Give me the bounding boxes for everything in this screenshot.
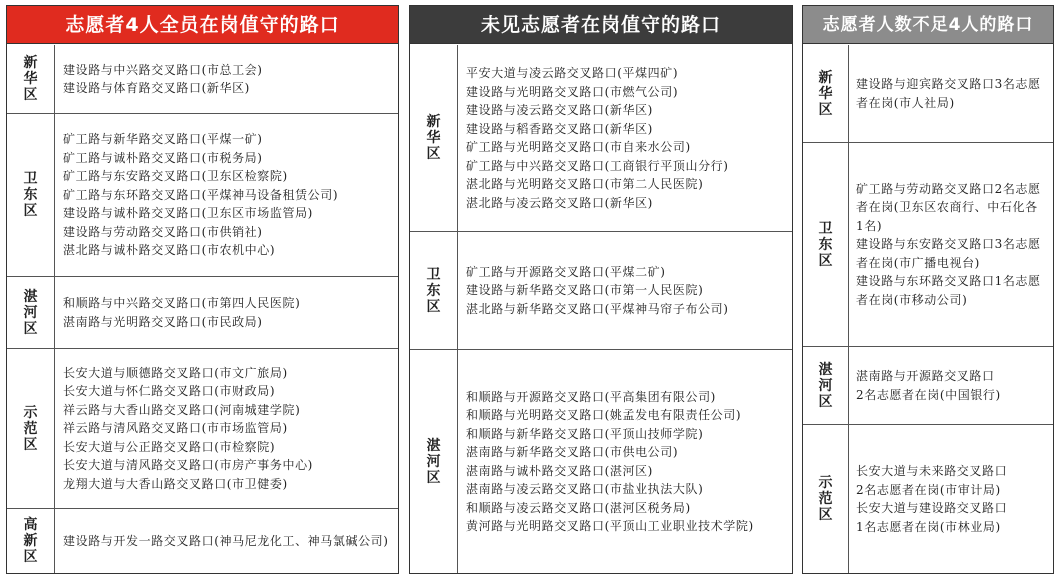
list-item: 矿工路与开源路交叉路口(平煤二矿) xyxy=(466,264,666,279)
entry-list xyxy=(856,45,1045,142)
section-weidong xyxy=(7,113,398,276)
list-item: 矿工路与新华路交叉路口(平煤一矿) xyxy=(63,132,263,147)
list-item: 建设路与中兴路交叉路口(市总工会) xyxy=(63,62,263,77)
list-item: 湛南路与开源路交叉路口 xyxy=(856,369,995,383)
entry-list xyxy=(856,347,1045,424)
list-item: 建设路与劳动路交叉路口(市供销社) xyxy=(63,224,263,239)
entry-list xyxy=(63,509,390,573)
district-label: 示范区 xyxy=(803,425,849,573)
district-label: 新华区 xyxy=(803,45,849,142)
list-item: 和顺路与开源路交叉路口(平高集团有限公司) xyxy=(466,389,716,404)
list-item: 湛北路与新华路交叉路口(平煤神马帘子布公司) xyxy=(466,301,729,316)
section-xinhua xyxy=(7,45,398,113)
list-item: 矿工路与诚朴路交叉路口(市税务局) xyxy=(63,150,263,165)
section-xinhua xyxy=(410,45,792,231)
list-item: 祥云路与清风路交叉路口(市市场监管局) xyxy=(63,421,288,436)
section-zhanhe xyxy=(803,346,1053,424)
section-shifan xyxy=(803,424,1053,573)
list-item: 和顺路与新华路交叉路口(平顶山技师学院) xyxy=(466,426,704,441)
entry-list xyxy=(63,277,390,348)
list-item: 龙翔大道与大香山路交叉路口(市卫健委) xyxy=(63,476,288,491)
district-label: 湛河区 xyxy=(410,350,458,573)
list-item: 长安大道与清风路交叉路口(市房产事务中心) xyxy=(63,458,313,473)
list-item: 和顺路与中兴路交叉路口(市第四人民医院) xyxy=(63,296,301,310)
panel-no-volunteers xyxy=(409,5,793,574)
district-label: 湛河区 xyxy=(803,347,849,424)
entry-list xyxy=(466,350,784,573)
list-item: 矿工路与东安路交叉路口(卫东区检察院) xyxy=(63,169,288,184)
panel-under-staffed xyxy=(802,5,1054,574)
list-item: 湛南路与诚朴路交叉路口(湛河区) xyxy=(466,463,653,478)
entry-list xyxy=(856,143,1045,346)
section-gaoxin xyxy=(7,508,398,573)
panel-title: 志愿者人数不足4人的路口 xyxy=(803,6,1053,44)
panel-all-on-duty xyxy=(6,5,399,574)
list-item: 建设路与东环路交叉路口1名志愿者在岗(市移动公司) xyxy=(856,274,1041,307)
district-label: 新华区 xyxy=(410,45,458,231)
entry-list xyxy=(466,232,784,349)
section-zhanhe xyxy=(410,349,792,573)
list-item: 建设路与体育路交叉路口(新华区) xyxy=(63,81,250,95)
list-item: 建设路与光明路交叉路口(市燃气公司) xyxy=(466,84,679,99)
list-item: 湛北路与诚朴路交叉路口(市农机中心) xyxy=(63,243,276,258)
district-label: 新华区 xyxy=(7,45,55,113)
panel-title: 未见志愿者在岗值守的路口 xyxy=(410,6,792,44)
list-item: 2名志愿者在岗(市审计局) xyxy=(856,482,1001,497)
section-weidong xyxy=(410,231,792,349)
section-shifan xyxy=(7,348,398,508)
list-item: 长安大道与未来路交叉路口 xyxy=(856,464,1008,478)
list-item: 建设路与东安路交叉路口3名志愿者在岗(市广播电视台) xyxy=(856,237,1041,270)
list-item: 建设路与迎宾路交叉路口3名志愿者在岗(市人社局) xyxy=(856,77,1041,110)
list-item: 长安大道与顺德路交叉路口(市文广旅局) xyxy=(63,365,288,380)
list-item: 湛北路与凌云路交叉路口(新华区) xyxy=(466,195,653,210)
list-item: 长安大道与建设路交叉路口 xyxy=(856,501,1008,515)
district-label: 卫东区 xyxy=(7,114,55,276)
list-item: 湛南路与光明路交叉路口(市民政局) xyxy=(63,314,263,329)
list-item: 矿工路与东环路交叉路口(平煤神马设备租赁公司) xyxy=(63,187,339,202)
list-item: 建设路与开发一路交叉路口(神马尼龙化工、神马氯碱公司) xyxy=(63,533,389,548)
panel-title: 志愿者4人全员在岗值守的路口 xyxy=(7,6,398,44)
list-item: 湛南路与凌云路交叉路口(市盐业执法大队) xyxy=(466,482,704,496)
list-item: 1名志愿者在岗(市林业局) xyxy=(856,519,1001,534)
district-label: 卫东区 xyxy=(803,143,849,346)
entry-list xyxy=(466,45,784,231)
list-item: 矿工路与中兴路交叉路口(工商银行平顶山分行) xyxy=(466,158,729,173)
list-item: 长安大道与怀仁路交叉路口(市财政局) xyxy=(63,384,276,399)
list-item: 建设路与稻香路交叉路口(新华区) xyxy=(466,121,653,136)
list-item: 和顺路与光明路交叉路口(姚孟发电有限责任公司) xyxy=(466,408,742,422)
list-item: 平安大道与凌云路交叉路口(平煤四矿) xyxy=(466,66,679,80)
district-label: 示范区 xyxy=(7,349,55,508)
list-item: 2名志愿者在岗(中国银行) xyxy=(856,387,1001,402)
entry-list xyxy=(63,114,390,276)
district-label: 湛河区 xyxy=(7,277,55,348)
list-item: 湛北路与光明路交叉路口(市第二人民医院) xyxy=(466,177,704,191)
section-weidong xyxy=(803,142,1053,346)
section-zhanhe xyxy=(7,276,398,348)
list-item: 祥云路与大香山路交叉路口(河南城建学院) xyxy=(63,402,301,417)
list-item: 建设路与凌云路交叉路口(新华区) xyxy=(466,103,653,117)
entry-list xyxy=(63,45,390,113)
district-label: 卫东区 xyxy=(410,232,458,349)
list-item: 黄河路与光明路交叉路口(平顶山工业职业技术学院) xyxy=(466,519,754,533)
section-xinhua xyxy=(803,45,1053,142)
list-item: 建设路与新华路交叉路口(市第一人民医院) xyxy=(466,283,704,298)
entry-list xyxy=(856,425,1045,573)
list-item: 长安大道与公正路交叉路口(市检察院) xyxy=(63,439,276,454)
list-item: 和顺路与凌云路交叉路口(湛河区税务局) xyxy=(466,500,691,515)
list-item: 建设路与诚朴路交叉路口(卫东区市场监管局) xyxy=(63,206,313,221)
district-label: 高新区 xyxy=(7,509,55,573)
list-item: 矿工路与光明路交叉路口(市自来水公司) xyxy=(466,140,691,154)
list-item: 矿工路与劳动路交叉路口2名志愿者在岗(卫东区农商行、中石化各1名) xyxy=(856,181,1041,233)
entry-list xyxy=(63,349,390,508)
list-item: 湛南路与新华路交叉路口(市供电公司) xyxy=(466,445,679,459)
